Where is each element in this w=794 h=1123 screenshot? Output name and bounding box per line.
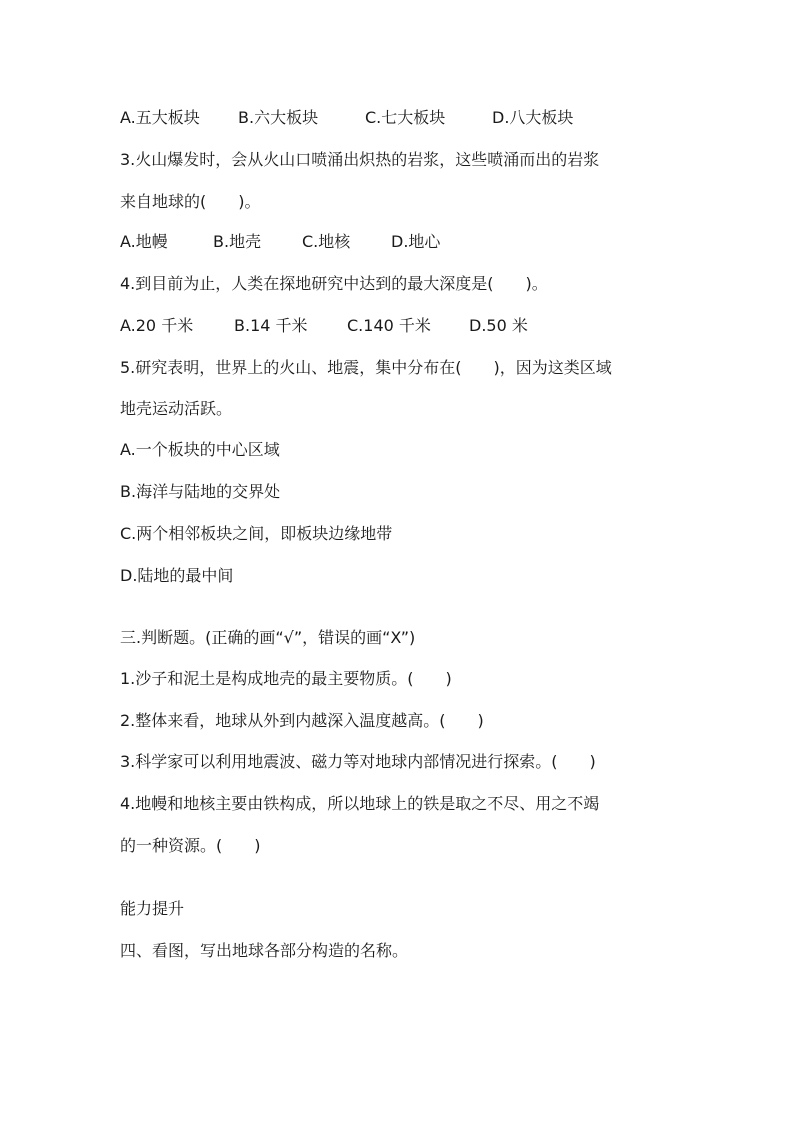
judge-item-4-line2: 的一种资源。( ) — [120, 836, 261, 855]
q3-text-line1: 3.火山爆发时，会从火山口喷涌出炽热的岩浆，这些喷涌而出的岩浆 — [120, 150, 600, 169]
q2-option-b: B.六大板块 — [238, 108, 319, 127]
q2-option-c: C.七大板块 — [365, 108, 446, 127]
q5-option-c: C.两个相邻板块之间，即板块边缘地带 — [120, 524, 393, 543]
judge-item-2: 2.整体来看，地球从外到内越深入温度越高。( ) — [120, 711, 484, 730]
q3-option-a: A.地幔 — [120, 232, 168, 251]
q4-text-line1: 4.到目前为止，人类在探地研究中达到的最大深度是( )。 — [120, 274, 548, 293]
q2-option-d: D.八大板块 — [492, 108, 574, 127]
section4-title: 四、看图，写出地球各部分构造的名称。 — [120, 941, 409, 960]
q3-option-c: C.地核 — [302, 232, 351, 251]
judge-item-3: 3.科学家可以利用地震波、磁力等对地球内部情况进行探索。( ) — [120, 752, 596, 771]
q5-option-d: D.陆地的最中间 — [120, 566, 234, 585]
q4-option-a: A.20 千米 — [120, 316, 194, 335]
q2-option-a: A.五大板块 — [120, 108, 200, 127]
judge-item-1: 1.沙子和泥土是构成地壳的最主要物质。( ) — [120, 669, 452, 688]
q3-option-d: D.地心 — [391, 232, 441, 251]
q4-option-c: C.140 千米 — [347, 316, 431, 335]
q3-text-line2: 来自地球的( )。 — [120, 192, 261, 211]
q5-option-b: B.海洋与陆地的交界处 — [120, 482, 281, 501]
q4-options — [120, 315, 528, 337]
q2-options — [120, 107, 573, 129]
q5-option-a: A.一个板块的中心区域 — [120, 440, 280, 459]
q3-options — [120, 231, 440, 253]
section3-title: 三.判断题。(正确的画“√”，错误的画“X”) — [120, 628, 416, 647]
q5-text-line2: 地壳运动活跃。 — [120, 399, 233, 418]
ability-heading: 能力提升 — [120, 899, 185, 918]
q3-option-b: B.地壳 — [213, 232, 262, 251]
q5-text-line1: 5.研究表明，世界上的火山、地震，集中分布在( )，因为这类区域 — [120, 358, 612, 377]
q4-option-d: D.50 米 — [469, 316, 528, 335]
judge-item-4-line1: 4.地幔和地核主要由铁构成，所以地球上的铁是取之不尽、用之不竭 — [120, 794, 600, 813]
q4-option-b: B.14 千米 — [234, 316, 308, 335]
